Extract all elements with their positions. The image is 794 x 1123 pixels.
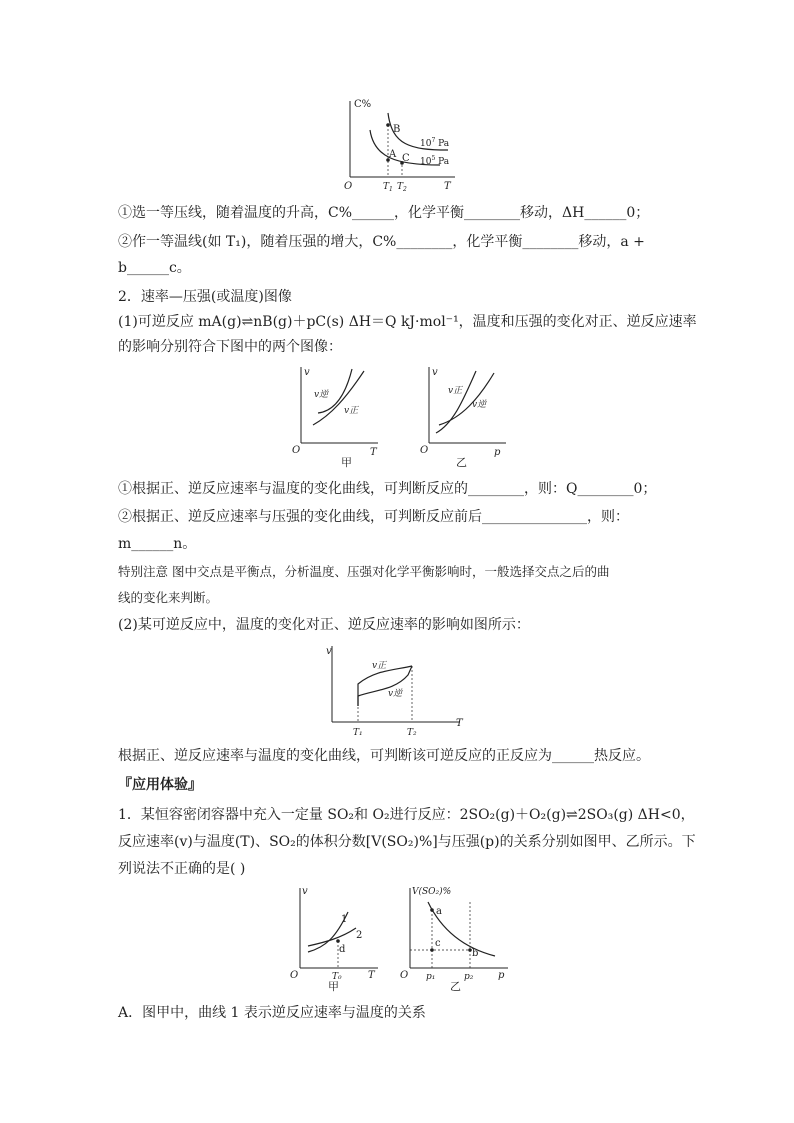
- y-axis-label: V(SO₂)%: [412, 887, 452, 897]
- v-forward-label: v正: [344, 406, 359, 416]
- y-axis-label: v: [302, 886, 308, 897]
- intro-line-2: 的影响分别符合下图中的两个图像：: [118, 339, 342, 355]
- curve-2-label: 2: [356, 930, 363, 941]
- option-a: A．图甲中，曲线 1 表示逆反应速率与温度的关系: [118, 1005, 426, 1021]
- application-heading: 『应用体验』: [118, 777, 202, 793]
- point-b-label: b: [472, 948, 479, 959]
- t0-label: T₀: [332, 972, 342, 982]
- special-note-line-1: 特别注意 图中交点是平衡点，分析温度、压强对化学平衡影响时，一般选择交点之后的曲: [118, 564, 610, 579]
- t2-label: T₂: [407, 728, 417, 738]
- v-forward-label: v正: [372, 661, 387, 671]
- point-a-label: A: [389, 149, 397, 160]
- t1-label: T₁: [353, 728, 363, 738]
- exercise-figure-yi: [400, 882, 515, 992]
- y-axis-label: v: [432, 367, 438, 378]
- intro-line-1: (1)可逆反应 mA(g)⇌nB(g)＋pC(s) ΔH＝Q kJ·mol⁻¹，温度和压强的变化对正、逆反应速率: [118, 314, 697, 330]
- v-reverse-label: v逆: [388, 689, 403, 699]
- t2-label: $T_2$: [397, 182, 407, 193]
- figure-rate-temperature-jump: [320, 640, 470, 740]
- figure-caption: 甲: [328, 980, 339, 992]
- exercise-figure-jia: [286, 882, 386, 992]
- figure-yi-rate-pressure: [414, 363, 514, 473]
- point-c-label: C: [402, 153, 410, 164]
- figure-caption: 甲: [341, 456, 352, 469]
- figure-c-percent: [340, 95, 470, 195]
- p2-label: p₂: [464, 972, 474, 982]
- y-axis-label: v: [326, 646, 332, 657]
- origin-label: O: [420, 445, 429, 456]
- point-d-label: d: [339, 944, 346, 955]
- v-reverse-label: v逆: [472, 400, 487, 410]
- question-2-line-1: ②作一等温线(如 T₁)，随着压强的增大，C%________，化学平衡________移动，a +: [118, 234, 645, 250]
- y-axis-label: C%: [354, 99, 372, 110]
- origin-label: O: [344, 181, 353, 192]
- t1-label: $T_1$: [383, 182, 393, 193]
- question-1: ①选一等压线，随着温度的升高，C%______，化学平衡________移动，ΔH______0；: [118, 205, 650, 221]
- part-2-intro: (2)某可逆反应中，温度的变化对正、逆反应速率的影响如图所示：: [118, 617, 530, 633]
- section-2-heading: 2．速率—压强(或温度)图像: [118, 289, 292, 305]
- curve-high-pressure-label: $10^7$ Pa: [420, 137, 450, 149]
- exercise-1-line-3: 列说法不正确的是( ): [118, 861, 246, 877]
- x-axis-label: T: [456, 718, 463, 729]
- reasoning-1: ①根据正、逆反应速率与温度的变化曲线，可判断反应的________，则：Q________0；: [118, 481, 657, 497]
- question-2-line-2: b______c。: [118, 260, 191, 276]
- reasoning-2: ②根据正、逆反应速率与压强的变化曲线，可判断反应前后_______________，则：: [118, 509, 629, 525]
- exercise-1-line-2: 反应速率(v)与温度(T)、SO₂的体积分数[V(SO₂)%]与压强(p)的关系分别如图甲、乙所示。下: [118, 834, 696, 850]
- curve-low-pressure-label: $10^5$ Pa: [420, 155, 450, 167]
- figure-caption: 乙: [450, 980, 461, 992]
- y-axis-label: v: [304, 367, 310, 378]
- exercise-1-line-1: 1．某恒容密闭容器中充入一定量 SO₂和 O₂进行反应：2SO₂(g)＋O₂(g)⇌2SO₃(g) ΔH<0，: [118, 807, 695, 823]
- curve-1-label: 1: [341, 914, 348, 925]
- x-axis-label: p: [494, 447, 501, 458]
- origin-label: O: [290, 970, 299, 981]
- point-c-label: c: [435, 938, 441, 949]
- v-reverse-label: v逆: [314, 390, 329, 400]
- origin-label: O: [292, 445, 301, 456]
- point-b-label: B: [393, 124, 401, 135]
- figure-caption: 乙: [456, 456, 467, 469]
- p1-label: p₁: [426, 972, 436, 982]
- v-forward-label: v正: [448, 386, 463, 396]
- x-axis-label: T: [368, 970, 375, 981]
- part-2-question: 根据正、逆反应速率与温度的变化曲线，可判断该可逆反应的正反应为______热反应。: [118, 748, 650, 764]
- origin-label: O: [400, 970, 409, 981]
- x-axis-label: T: [444, 181, 451, 192]
- point-a-label: a: [436, 906, 442, 917]
- reasoning-2-cont: m______n。: [118, 536, 197, 552]
- special-note-line-2: 线的变化来判断。: [118, 590, 219, 605]
- x-axis-label: T: [370, 447, 377, 458]
- x-axis-label: p: [498, 970, 505, 981]
- figure-jia-rate-temperature: [286, 363, 386, 473]
